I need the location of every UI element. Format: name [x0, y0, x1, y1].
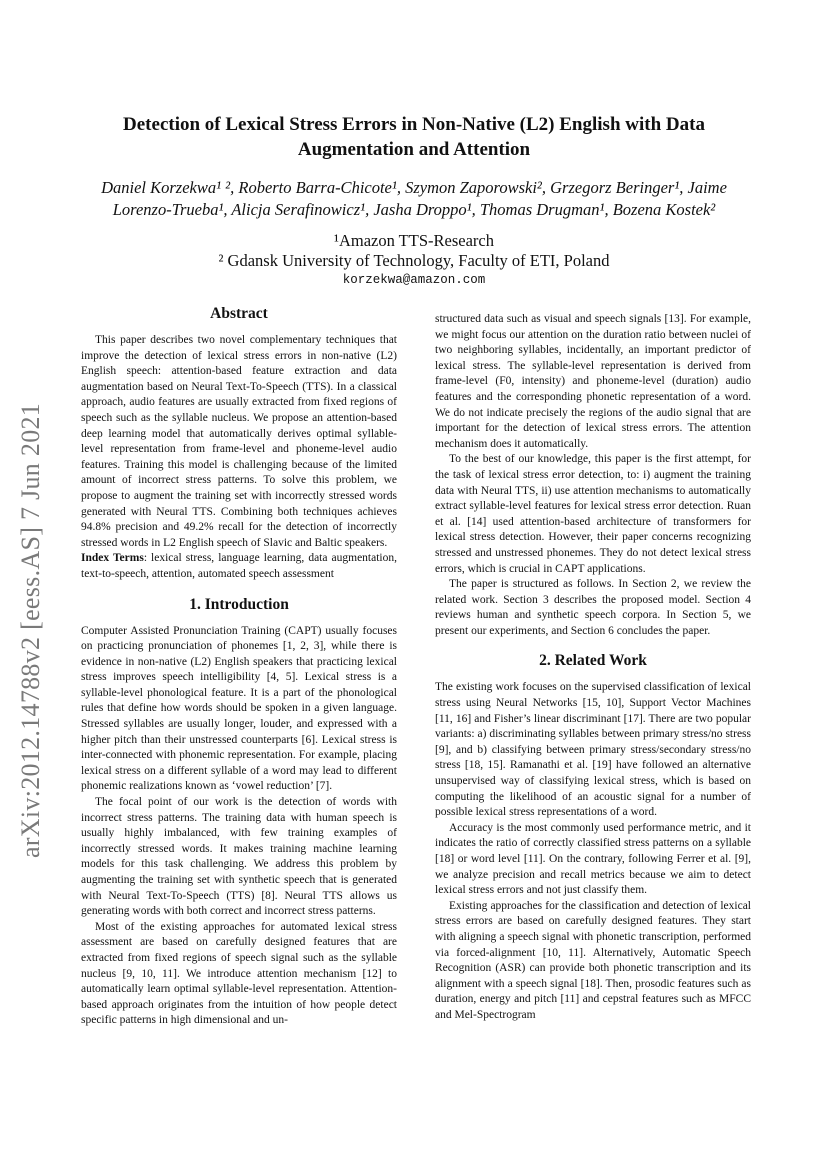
index-terms	[81, 551, 397, 582]
author-email[interactable]: korzekwa@amazon.com	[342, 273, 486, 287]
right-column	[435, 312, 751, 1024]
related-paragraph-3: Existing approaches for the classification and detection of lexical stress errors are based on carefully designed features. They start with aligning a speech signal with phonetic transcription, performed via forced-alignment [10, 11]. Alternatively, Automatic Speech Recognition (ASR) can provide both phonetic transcription and its alignment with a speech signal [18]. Then, prosodic features such as duration, energy and pitch [11] and cepstral features such as MFCC and Mel-Spectrogram	[435, 899, 751, 1021]
index-terms-text: : lexical stress, language learning, data augmentation, text-to-speech, attention, automated speech assessment	[81, 552, 397, 580]
intro-paragraph-4: structured data such as visual and speech signals [13]. For example, we might focus our attention on the duration ratio between nuclei of two neighboring syllables, incidentally, an important predictor of lexical stress. The syllable-level representation is derived from frame-level (F0, intensity) and phoneme-level (duration) audio features and the corresponding phonetic representation of a word. We do not indicate precisely the regions of the audio signal that are important for the detection of lexical stress errors. The attention mechanism does it automatically.	[435, 313, 751, 450]
paper-header	[60, 112, 768, 287]
affiliation-2: ² Gdansk University of Technology, Faculty of ETI, Poland	[218, 251, 610, 270]
intro-paragraph-6: The paper is structured as follows. In Section 2, we review the related work. Section 3 describes the proposed model. Section 4 reviews human and synthetic speech corpora. In Section 5, we present our experiments, and Section 6 concludes the paper.	[435, 578, 751, 637]
index-terms-label: Index Terms	[81, 552, 144, 565]
related-paragraph-1: The existing work focuses on the supervised classification of lexical stress using Neural Networks [15, 10], Support Vector Machines [11, 16] and Fisher’s linear discriminant [17]. There are two popular variants: a) discriminating syllables between primary stress/no stress [9], and b) classifying between primary stress/secondary stress/no stress [18, 15]. Ramanathi et al. [19] have followed an alternative unsupervised way of classifying lexical stress, which is based on computing the likelihood of an acoustic signal for a number of possible lexical stress representations of a word.	[435, 681, 751, 819]
intro-paragraph-3: Most of the existing approaches for automated lexical stress assessment are based on carefully designed features that are extracted from fixed regions of speech signal such as the syllable nucleus [9, 10, 11]. We introduce attention mechanism [12] to automatically learn optimal syllable-level representation. Attention-based approach originates from the intuition of how people detect specific patterns in high dimensional and un-	[81, 920, 397, 1027]
left-column	[81, 304, 397, 1029]
introduction-heading: 1. Introduction	[189, 595, 289, 613]
abstract-heading: Abstract	[210, 305, 268, 322]
intro-paragraph-1: Computer Assisted Pronunciation Training (CAPT) usually focuses on practicing pronunciation of phonemes [1, 2, 3], while there is evidence in non-native (L2) English speakers that practicing lexical stress improves speech intelligibility [4, 5]. Lexical stress is a syllable-level phonological feature. It is a part of the phonological rules that define how words should be spoken in a given language. Stressed syllables are usually longer, louder, and expressed with a higher pitch than their unstressed counterparts [6]. Lexical stress is inter-connected with phonemic representation. For example, placing lexical stress on a different syllable of a word may lead to different phonemic realizations known as ‘vowel reduction’ [7].	[81, 624, 397, 793]
authors-line-1: Daniel Korzekwa¹ ², Roberto Barra-Chicote¹, Szymon Zaporowski², Grzegorz Beringer¹, Jaime	[101, 178, 727, 197]
affiliation-1: ¹Amazon TTS-Research	[334, 231, 494, 250]
abstract-text: This paper describes two novel complementary techniques that improve the detection of lexical stress errors in non-native (L2) English speech: attention-based feature extraction and data augmentation based on Neural Text-To-Speech (TTS). In a classical approach, audio features are usually extracted from fixed regions of speech such as the syllable nucleus. We propose an attention-based deep learning model that automatically derives optimal syllable-level representation from frame-level and phoneme-level audio features. Training this model is challenging because of the limited amount of incorrect stress patterns. To solve this problem, we propose to augment the training set with incorrectly stressed words generated with Neural TTS. Combining both techniques achieves 94.8% precision and 49.2% recall for the detection of incorrectly stressed words in L2 English speech of Slavic and Baltic speakers.	[81, 334, 397, 549]
intro-paragraph-5: To the best of our knowledge, this paper is the first attempt, for the task of lexical stress error detection, to: i) augment the training data with Neural TTS, ii) use attention mechanisms to automatically extract syllable-level features for lexical stress error detection. Ruan et al. [14] used attention-based architecture of transformers for lexical stress detection. However, their paper concerns recognizing stressed and unstressed phonemes. They do not detect lexical stress errors, which is crucial in CAPT applications.	[435, 453, 751, 575]
authors-line-2: Lorenzo-Trueba¹, Alicja Serafinowicz¹, Jasha Droppo¹, Thomas Drugman¹, Bozena Kostek²	[112, 200, 716, 219]
arxiv-stamp: arXiv:2012.14788v2 [eess.AS] 7 Jun 2021	[16, 402, 45, 858]
author-list	[60, 177, 768, 221]
paper-title: Detection of Lexical Stress Errors in Non-Native (L2) English with Data Augmentation and Attention	[123, 114, 705, 160]
intro-paragraph-2: The focal point of our work is the detection of words with incorrect stress patterns. The training data with human speech is usually highly imbalanced, with few training examples of incorrectly stressed words. It makes training machine learning models for this task challenging. We address this problem by augmenting the training set with synthetic speech that is generated with Neural Text-To-Speech (TTS) [8]. Neural TTS allows us generating words with both correct and incorrect stress patterns.	[81, 796, 397, 918]
related-work-heading: 2. Related Work	[539, 652, 647, 670]
related-paragraph-2: Accuracy is the most commonly used performance metric, and it indicates the ratio of correctly classified stress patterns on a syllable [18] or word level [11]. On the contrary, following Ferrer et al. [9], we analyze precision and recall metrics because we aim to detect lexical stress errors and not just classify them.	[435, 821, 751, 897]
